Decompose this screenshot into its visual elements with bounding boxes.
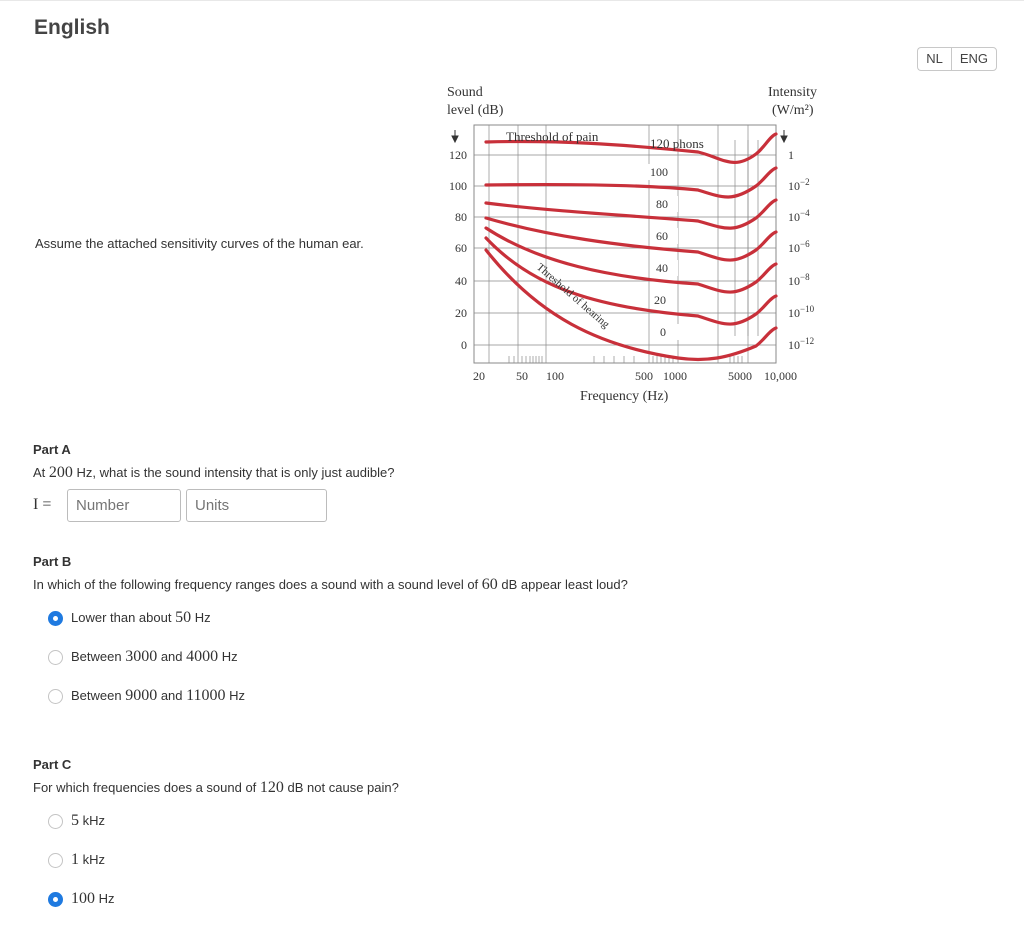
x-tick-label: 50 — [516, 369, 528, 383]
option-label: 100 Hz — [71, 890, 115, 907]
curve-value-label: 80 — [656, 197, 668, 211]
y-tick-label: 100 — [449, 179, 467, 193]
lang-eng-button[interactable]: ENG — [951, 47, 997, 71]
curve-value-label: 20 — [654, 293, 666, 307]
part-c-option-3[interactable] — [48, 890, 115, 908]
number-input[interactable] — [67, 489, 181, 522]
intensity-tick-label: 1 — [788, 148, 794, 162]
top-divider — [0, 0, 1024, 1]
y-tick-label: 80 — [455, 210, 467, 224]
curves — [486, 134, 776, 360]
intensity-tick-label: $10^{-4}$ — [788, 208, 810, 224]
loudness-curve — [486, 250, 776, 360]
loudness-curves-figure — [438, 78, 838, 413]
curve-value-label: 40 — [656, 261, 668, 275]
intro-text: Assume the attached sensitivity curves of the human ear. — [35, 236, 364, 251]
y-tick-label: 120 — [449, 148, 467, 162]
radio-button[interactable] — [48, 814, 63, 829]
option-label: Lower than about 50 Hz — [71, 609, 211, 626]
radio-button[interactable] — [48, 650, 63, 665]
intensity-tick-label: $10^{-8}$ — [788, 272, 810, 288]
x-tick-label: 100 — [546, 369, 564, 383]
y-tick-label: 0 — [461, 338, 467, 352]
option-label: 5 kHz — [71, 812, 105, 829]
x-tick-label: 500 — [635, 369, 653, 383]
part-c-option-2[interactable] — [48, 851, 105, 869]
right-label-line1: Intensity — [768, 85, 817, 100]
part-c-option-1[interactable] — [48, 812, 105, 830]
x-tick-label: 10,000 — [764, 369, 797, 383]
curve-value-label: 100 — [650, 165, 668, 179]
part-b-question: In which of the following frequency ranges does a sound with a sound level of 60 dB appear least loud? — [33, 576, 628, 593]
y-label-line1: Sound — [447, 85, 483, 100]
x-axis-label: Frequency (Hz) — [580, 389, 669, 404]
radio-button[interactable] — [48, 689, 63, 704]
intensity-tick-label: $10^{-2}$ — [788, 177, 810, 193]
y-tick-label: 20 — [455, 306, 467, 320]
loudness-curves-svg — [438, 78, 838, 413]
intensity-variable: I = — [33, 496, 52, 513]
radio-button[interactable] — [48, 611, 63, 626]
part-a-title: Part A — [33, 442, 71, 457]
part-c-title: Part C — [33, 757, 72, 772]
curve-value-label: 0 — [660, 325, 666, 339]
part-b-option-1[interactable] — [48, 609, 211, 627]
loudness-curve — [486, 218, 776, 260]
y-tick-label: 60 — [455, 241, 467, 255]
option-label: Between 3000 and 4000 Hz — [71, 648, 238, 665]
y-label-line2: level (dB) — [447, 103, 504, 118]
lang-nl-button[interactable]: NL — [917, 47, 951, 71]
intensity-tick-label: $10^{-12}$ — [788, 336, 815, 352]
loudness-curve — [486, 168, 776, 197]
x-tick-label: 20 — [473, 369, 485, 383]
language-switcher — [917, 47, 997, 71]
units-input[interactable] — [186, 489, 327, 522]
radio-button[interactable] — [48, 853, 63, 868]
part-b-option-3[interactable] — [48, 687, 245, 705]
option-label: Between 9000 and 11000 Hz — [71, 687, 246, 704]
part-a-question: At 200 Hz, what is the sound intensity that is only just audible? — [33, 464, 395, 481]
y-tick-label: 40 — [455, 274, 467, 288]
hearing-threshold-label: Threshold of hearing — [534, 261, 612, 331]
curve-value-label: 60 — [656, 229, 668, 243]
x-tick-label: 5000 — [728, 369, 752, 383]
x-tick-label: 1000 — [663, 369, 687, 383]
part-b-title: Part B — [33, 554, 72, 569]
pain-threshold-label: Threshold of pain — [506, 129, 599, 144]
phons-label: 120 phons — [650, 136, 704, 151]
part-b-option-2[interactable] — [48, 648, 238, 666]
right-label-line2: (W/m²) — [772, 103, 814, 118]
radio-button[interactable] — [48, 892, 63, 907]
loudness-curve — [486, 200, 776, 228]
intensity-tick-label: $10^{-6}$ — [788, 239, 810, 255]
part-c-question: For which frequencies does a sound of 120 dB not cause pain? — [33, 779, 399, 796]
page-title: English — [34, 16, 110, 39]
intensity-tick-label: $10^{-10}$ — [788, 304, 815, 320]
option-label: 1 kHz — [71, 851, 105, 868]
